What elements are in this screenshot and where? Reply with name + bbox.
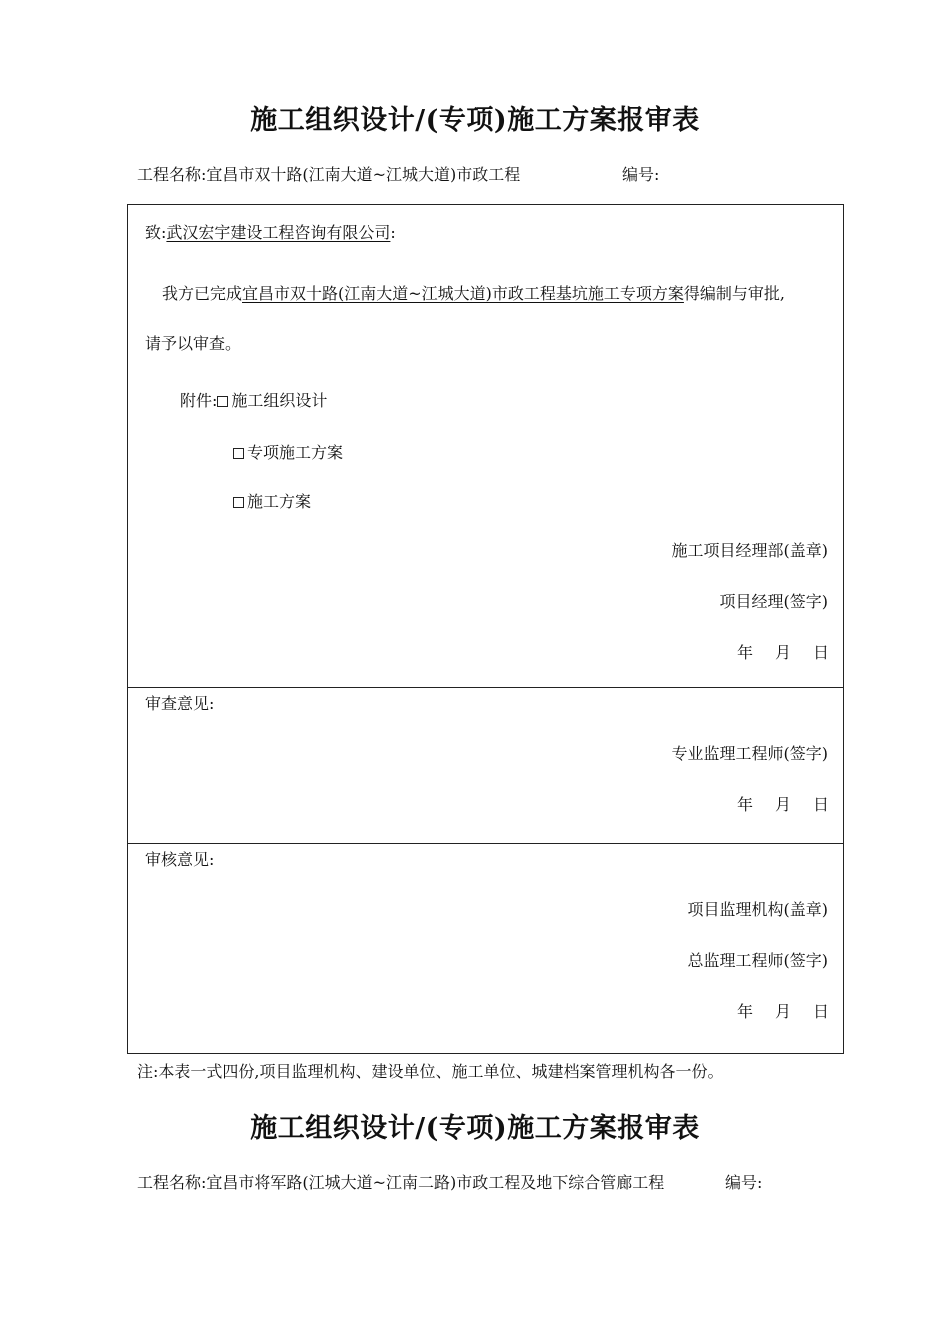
- project-name: 宜昌市将军路(江城大道~江南二路)市政工程及地下综合管廊工程: [206, 1173, 665, 1192]
- submission-statement: [162, 281, 785, 304]
- chief-engineer-signature: 总监理工程师(签字): [687, 951, 828, 970]
- project-manager-signature: 项目经理(签字): [719, 592, 828, 611]
- section-divider: [127, 687, 844, 688]
- review-opinion-label: 审查意见:: [145, 694, 215, 713]
- body-prefix: 我方已完成: [162, 284, 243, 303]
- date-day: 日: [813, 795, 830, 814]
- submission-request: 请予以审查。: [145, 334, 242, 353]
- form-title: 施工组织设计/(专项)施工方案报审表: [250, 1113, 700, 1144]
- addressee-company: 武汉宏宇建设工程咨询有限公司: [166, 223, 391, 242]
- date-month: 月: [775, 1002, 792, 1021]
- date-line: [737, 792, 829, 815]
- project-name: 宜昌市双十路(江南大道~江城大道)市政工程: [206, 165, 521, 184]
- date-year: 年: [737, 795, 754, 814]
- footnote: 注:本表一式四份,项目监理机构、建设单位、施工单位、城建档案管理机构各一份。: [137, 1062, 724, 1081]
- attachment-text: 施工组织设计: [231, 391, 328, 410]
- attachment-item: [233, 489, 311, 512]
- empty-checkbox-icon[interactable]: [233, 448, 244, 459]
- date-year: 年: [737, 1002, 754, 1021]
- attachment-item: [233, 440, 343, 463]
- number-label: 编号:: [725, 1173, 763, 1192]
- empty-checkbox-icon[interactable]: [217, 396, 228, 407]
- date-line: [737, 640, 829, 663]
- date-day: 日: [813, 643, 830, 662]
- contractor-dept-seal: 施工项目经理部(盖章): [671, 541, 828, 560]
- attachment-text: 施工方案: [247, 492, 312, 511]
- date-month: 月: [775, 643, 792, 662]
- addressee-line: [145, 220, 396, 243]
- project-label: 工程名称:: [137, 165, 207, 184]
- date-day: 日: [813, 1002, 830, 1021]
- form-title: 施工组织设计/(专项)施工方案报审表: [250, 105, 700, 136]
- supervision-org-seal: 项目监理机构(盖章): [687, 900, 828, 919]
- specialist-engineer-signature: 专业监理工程师(签字): [671, 744, 828, 763]
- empty-checkbox-icon[interactable]: [233, 497, 244, 508]
- section-divider: [127, 843, 844, 844]
- project-name-line: [137, 162, 520, 185]
- to-label: 致:: [145, 223, 167, 242]
- body-project: 宜昌市双十路(江南大道~江城大道)市政工程基坑施工专项方案: [242, 284, 684, 303]
- date-month: 月: [775, 795, 792, 814]
- audit-opinion-label: 审核意见:: [145, 850, 215, 869]
- body-suffix: 得编制与审批,: [683, 284, 786, 303]
- attachment-text: 专项施工方案: [247, 443, 344, 462]
- date-line: [737, 999, 829, 1022]
- project-label: 工程名称:: [137, 1173, 207, 1192]
- to-colon: :: [390, 223, 396, 242]
- attachment-item: [180, 388, 327, 411]
- attachment-label: 附件:: [180, 391, 218, 410]
- date-year: 年: [737, 643, 754, 662]
- number-label: 编号:: [622, 165, 660, 184]
- project-name-line: [137, 1170, 664, 1193]
